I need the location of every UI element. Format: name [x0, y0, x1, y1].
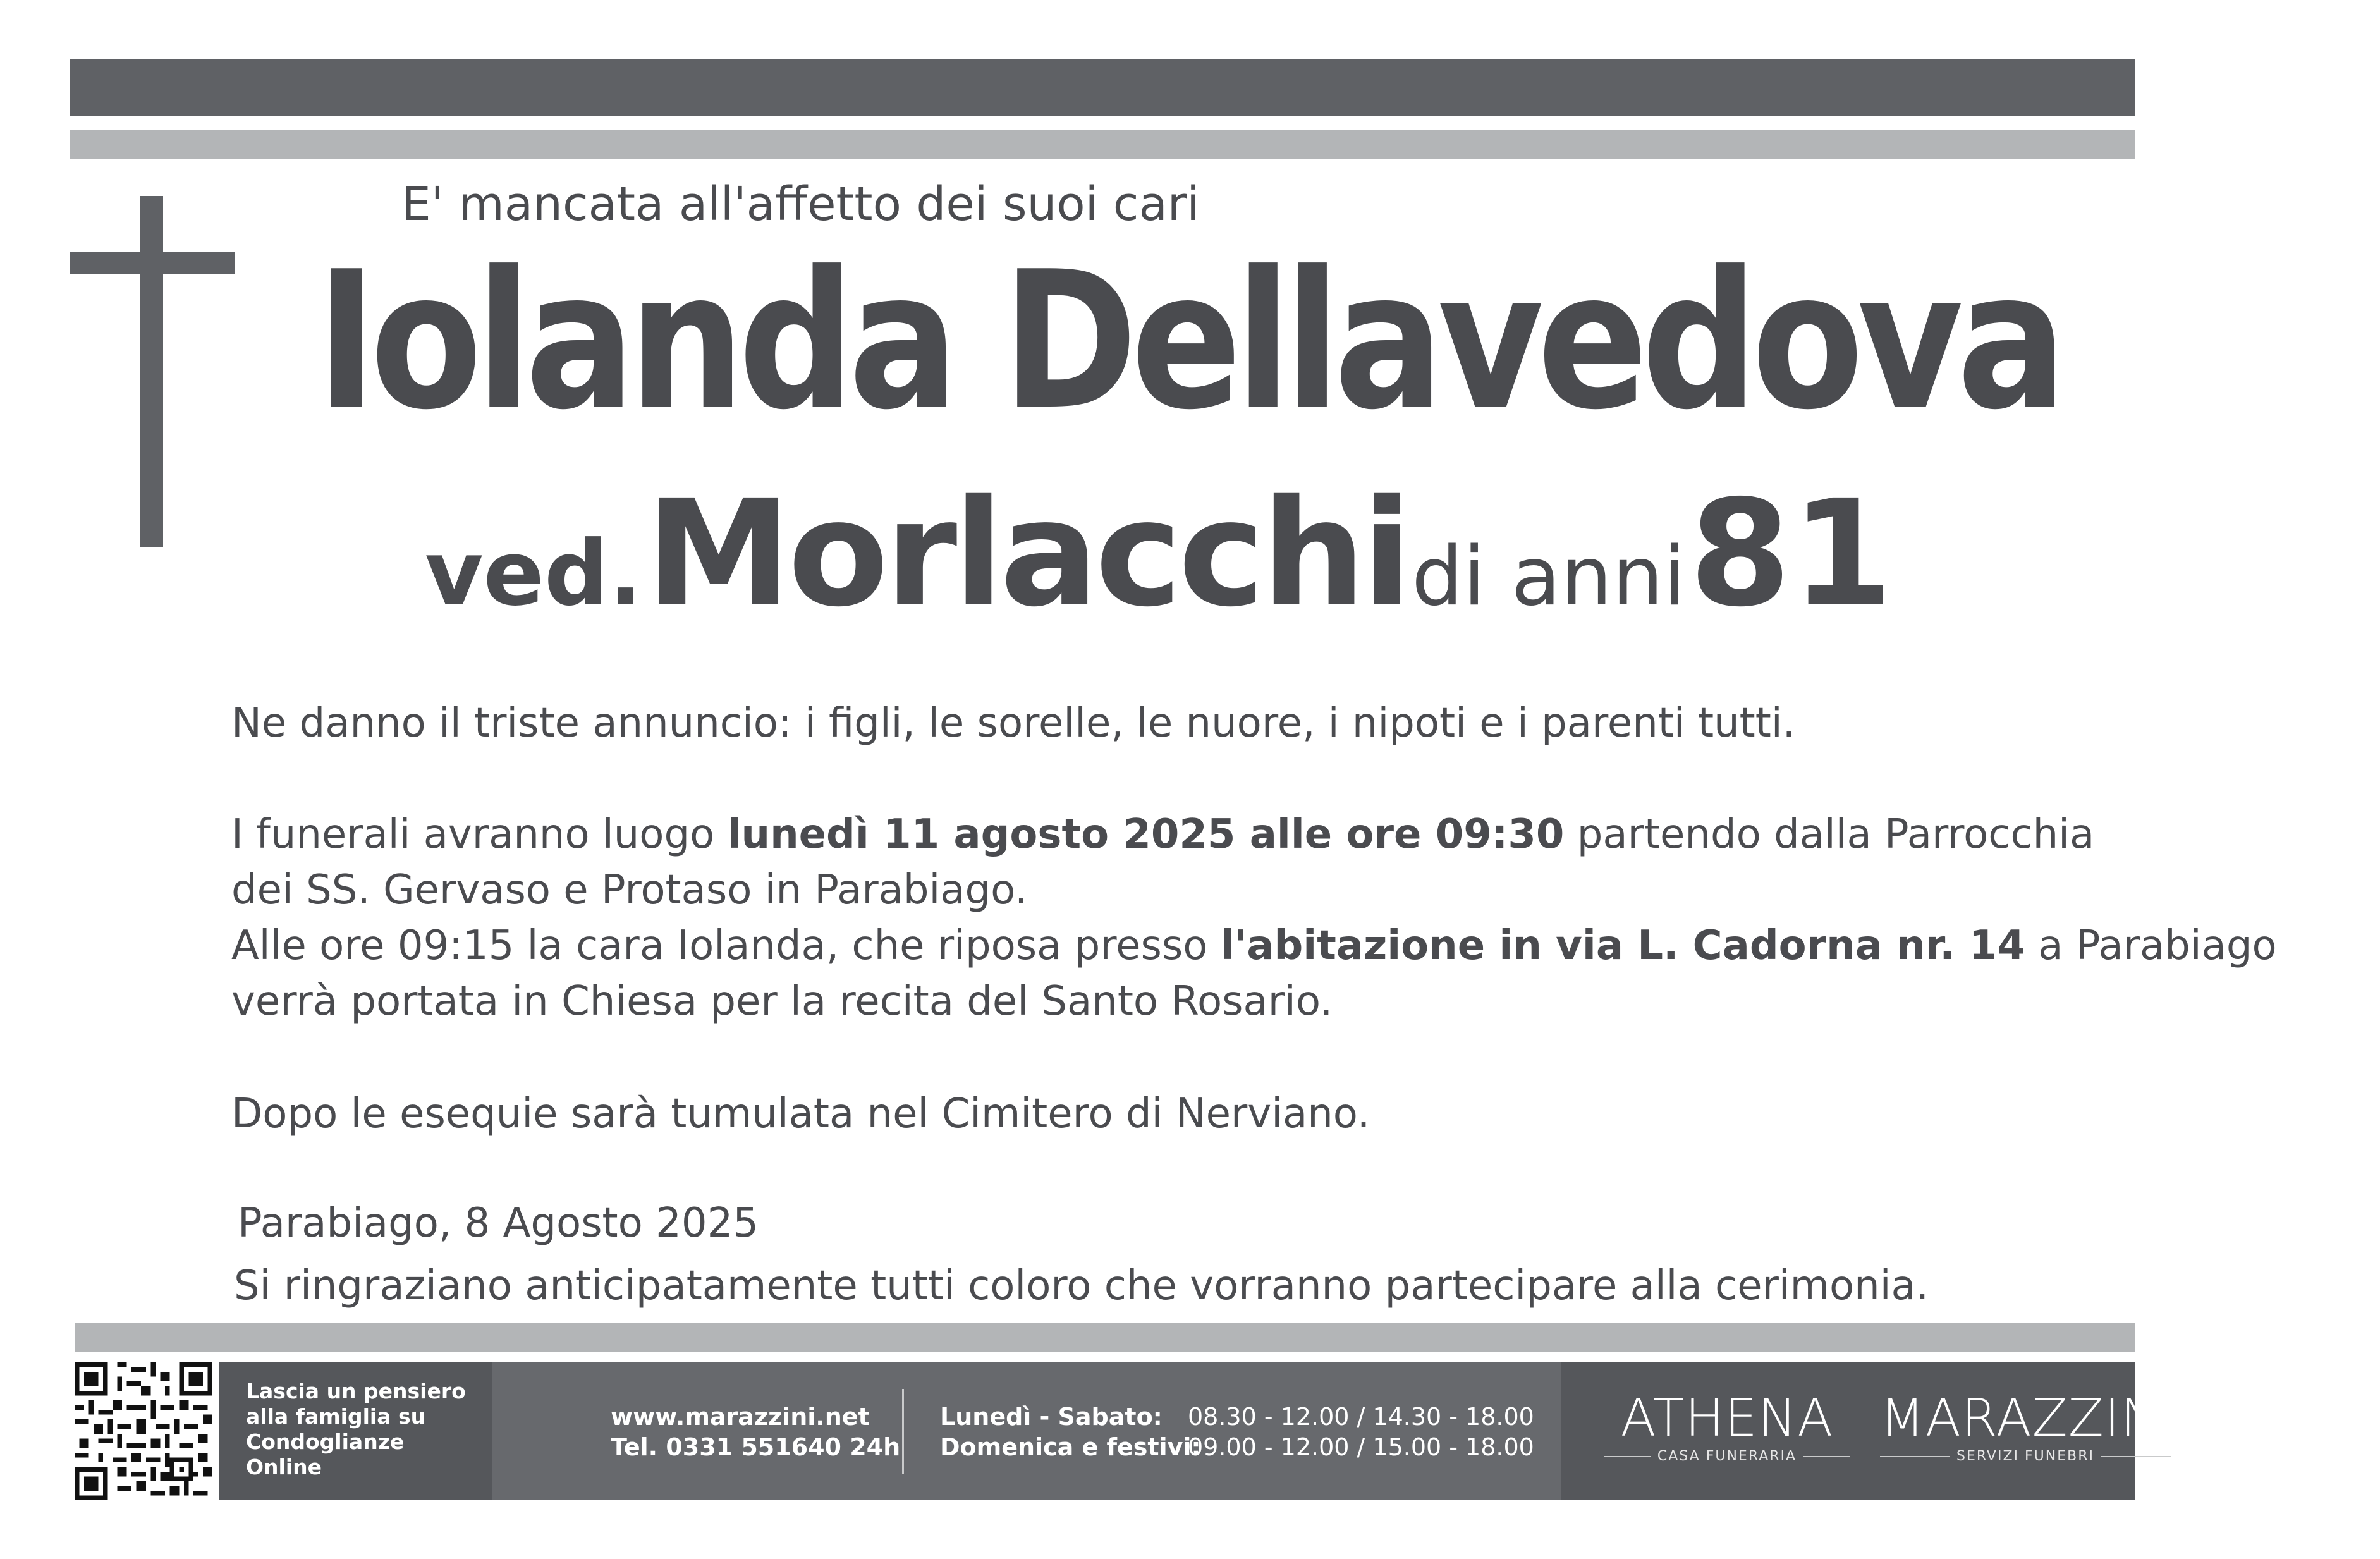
hours-label-holidays: Domenica e festivi:	[940, 1433, 1201, 1461]
ved-prefix: ved.	[425, 522, 643, 626]
rosary-line-1: Alle ore 09:15 la cara Iolanda, che riposa presso l'abitazione in via L. Cadorna nr. 14 a Parabiago	[231, 922, 2277, 969]
age-prefix: di anni	[1412, 530, 1686, 624]
brands-panel	[1561, 1362, 2176, 1500]
contact-info	[611, 1402, 900, 1462]
hours-weekdays: 08.30 - 12.00 / 14.30 - 18.00	[1188, 1403, 1534, 1431]
athena-logo: ATHENA CASA FUNERARIA	[1604, 1393, 1850, 1464]
married-name-line	[425, 468, 1893, 639]
rosary-line-2: verrà portata in Chiesa per la recita del Santo Rosario.	[231, 978, 1333, 1025]
married-name: Morlacchi	[645, 468, 1409, 639]
hours-values	[1188, 1402, 1534, 1462]
website-link[interactable]: www.marazzini.net	[611, 1403, 870, 1431]
divider	[902, 1389, 904, 1474]
announcement-text: Ne danno il triste annuncio: i figli, le sorelle, le nuore, i nipoti e i parenti tutti.	[231, 700, 1795, 747]
marazzini-logo: MARAZZINI SERVIZI FUNEBRI	[1880, 1388, 2176, 1464]
funeral-line-2: dei SS. Gervaso e Protaso in Parabiago.	[231, 867, 1028, 914]
funeral-line-1: I funerali avranno luogo lunedì 11 agosto 2025 alle ore 09:30 partendo dalla Parrocchia	[231, 811, 2095, 858]
footer	[75, 1362, 2176, 1500]
deceased-name: Iolanda Dellavedova	[316, 231, 2061, 451]
condolences-line: Condoglianze	[246, 1429, 405, 1454]
hours-holidays: 09.00 - 12.00 / 15.00 - 18.00	[1188, 1433, 1534, 1461]
condolences-line: alla famiglia su	[246, 1404, 426, 1429]
funeral-details	[231, 807, 2277, 1029]
age-value: 81	[1688, 468, 1893, 639]
contact-panel	[492, 1362, 1561, 1500]
funeral-datetime: lunedì 11 agosto 2025 alle ore 09:30	[727, 811, 1565, 858]
condolences-line: Lascia un pensiero	[246, 1379, 466, 1403]
condolences-panel[interactable]	[219, 1362, 492, 1500]
phone-number[interactable]: Tel. 0331 551640 24h	[611, 1433, 901, 1461]
hours-label-weekdays: Lunedì - Sabato:	[940, 1403, 1163, 1431]
burial-text: Dopo le esequie sarà tumulata nel Cimitero di Nerviano.	[231, 1091, 1370, 1137]
bottom-light-band	[75, 1323, 2135, 1352]
qr-code-icon[interactable]	[75, 1362, 212, 1500]
thanks-text: Si ringraziano anticipatamente tutti coloro che vorranno partecipare alla cerimonia.	[234, 1262, 1929, 1309]
top-light-band	[70, 130, 2135, 159]
place-date: Parabiago, 8 Agosto 2025	[238, 1200, 759, 1247]
rosary-address: l'abitazione in via L. Cadorna nr. 14	[1220, 922, 2025, 969]
intro-text: E' mancata all'affetto dei suoi cari	[401, 177, 1200, 231]
top-dark-band	[70, 59, 2135, 116]
condolences-line: Online	[246, 1455, 322, 1479]
hours-labels	[940, 1402, 1201, 1462]
